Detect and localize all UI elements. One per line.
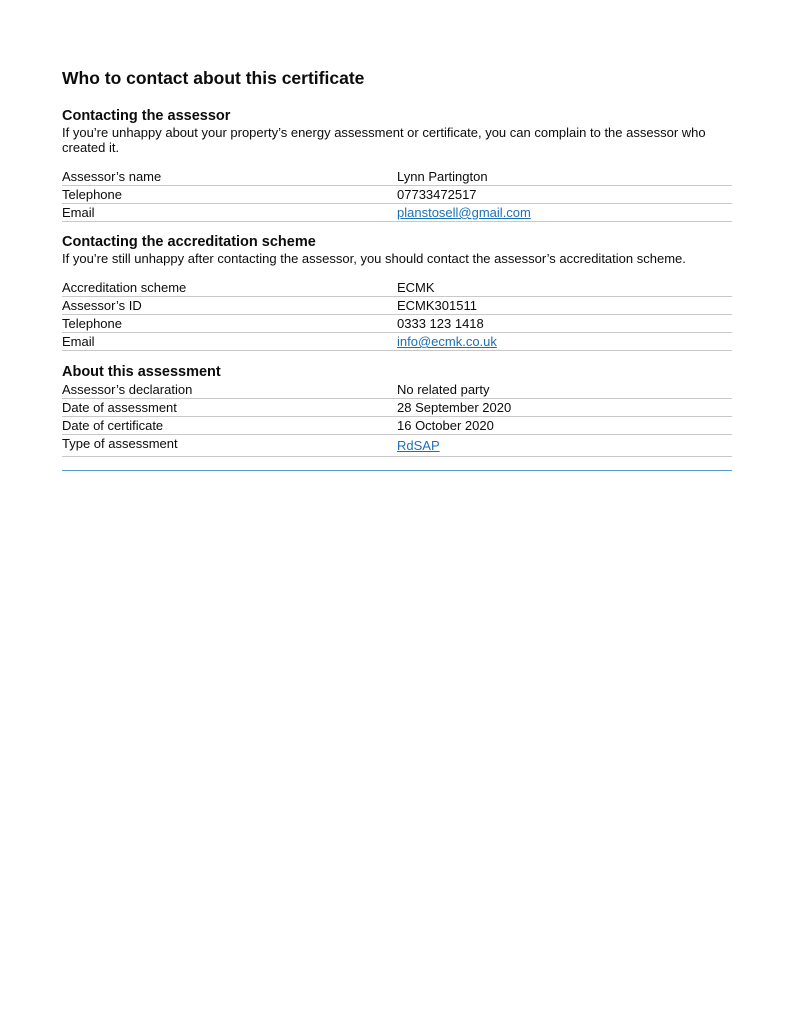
row-value: 28 September 2020 bbox=[397, 399, 732, 417]
row-label: Type of assessment bbox=[62, 435, 397, 457]
table-row bbox=[62, 315, 732, 333]
row-value bbox=[397, 204, 732, 222]
table-row bbox=[62, 186, 732, 204]
table-row bbox=[62, 417, 732, 435]
row-label: Date of assessment bbox=[62, 399, 397, 417]
assessor-email-link[interactable]: planstosell@gmail.com bbox=[397, 205, 531, 220]
scheme-email-link[interactable]: info@ecmk.co.uk bbox=[397, 334, 497, 349]
row-label: Assessor’s declaration bbox=[62, 381, 397, 399]
table-row bbox=[62, 399, 732, 417]
table-row bbox=[62, 435, 732, 457]
certificate-contact-page bbox=[62, 66, 732, 471]
scheme-heading: Contacting the accreditation scheme bbox=[62, 234, 316, 250]
scheme-intro: If you’re still unhappy after contacting the assessor, you should contact the assessor’s accreditation scheme. bbox=[62, 251, 686, 266]
assessor-section bbox=[62, 107, 732, 222]
row-label: Email bbox=[62, 204, 397, 222]
about-section bbox=[62, 363, 732, 457]
row-label: Assessor’s ID bbox=[62, 297, 397, 315]
row-value: No related party bbox=[397, 381, 732, 399]
row-value: 07733472517 bbox=[397, 186, 732, 204]
table-row bbox=[62, 333, 732, 351]
row-label: Telephone bbox=[62, 186, 397, 204]
assessor-heading: Contacting the assessor bbox=[62, 108, 231, 124]
row-label: Accreditation scheme bbox=[62, 279, 397, 297]
row-value bbox=[397, 435, 732, 457]
table-row bbox=[62, 204, 732, 222]
table-row bbox=[62, 297, 732, 315]
table-row bbox=[62, 279, 732, 297]
row-label: Date of certificate bbox=[62, 417, 397, 435]
row-value: Lynn Partington bbox=[397, 168, 732, 186]
row-label: Assessor’s name bbox=[62, 168, 397, 186]
about-heading: About this assessment bbox=[62, 364, 221, 380]
assessor-intro: If you’re unhappy about your property’s energy assessment or certificate, you can complain to the assessor who created it. bbox=[62, 125, 706, 155]
assessment-type-link[interactable]: RdSAP bbox=[397, 438, 440, 453]
row-value: ECMK301511 bbox=[397, 297, 732, 315]
row-value: 16 October 2020 bbox=[397, 417, 732, 435]
row-value: ECMK bbox=[397, 279, 732, 297]
row-label: Telephone bbox=[62, 315, 397, 333]
row-value bbox=[397, 333, 732, 351]
page-title: Who to contact about this certificate bbox=[62, 68, 365, 88]
table-row bbox=[62, 381, 732, 399]
row-label: Email bbox=[62, 333, 397, 351]
section-divider bbox=[62, 470, 732, 471]
scheme-section bbox=[62, 233, 732, 351]
table-row bbox=[62, 168, 732, 186]
assessor-table bbox=[62, 168, 732, 222]
about-table bbox=[62, 381, 732, 457]
scheme-table bbox=[62, 279, 732, 351]
row-value: 0333 123 1418 bbox=[397, 315, 732, 333]
